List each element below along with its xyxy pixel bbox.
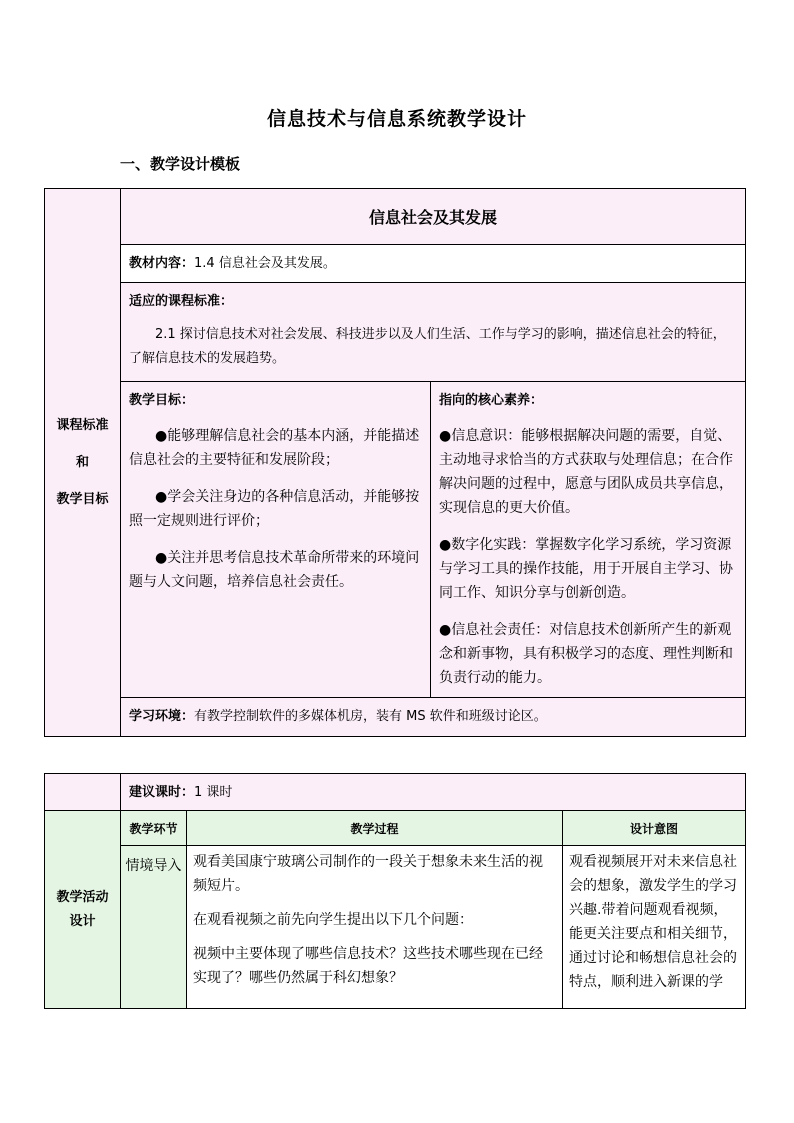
hours-row [121, 774, 746, 811]
content-value: 1.4 信息社会及其发展。 [194, 256, 336, 271]
core-item: ●信息意识：能够根据解决问题的需要，自觉、主动地寻求恰当的方式获取与处理信息；在合作解决问题的过程中，愿意与团队成员共享信息，实现信息的更大价值。 [439, 428, 733, 516]
goal-item: ●学会关注身边的各种信息活动，并能够按照一定规则进行评价； [129, 489, 420, 529]
activity-design-table [44, 773, 746, 1009]
process-paragraph: 在观看视频之前先向学生提出以下几个问题： [193, 912, 473, 928]
standard-label: 适应的课程标准： [129, 294, 234, 309]
col-header-intent: 设计意图 [563, 811, 746, 846]
left-label-line-3: 教学目标 [56, 491, 109, 507]
standard-text: 2.1 探讨信息技术对社会发展、科技进步以及人们生活、工作与学习的影响，描述信息社会的特征，了解信息技术的发展趋势。 [129, 327, 726, 366]
standards-goals-label [45, 189, 121, 737]
hours-label-spacer [45, 774, 121, 811]
goal-item: ●关注并思考信息技术革命所带来的环境问题与人文问题，培养信息社会责任。 [129, 550, 420, 590]
col-header-process: 教学过程 [187, 811, 563, 846]
core-literacy-cell [431, 382, 746, 698]
core-label: 指向的核心素养： [439, 393, 544, 408]
process-paragraph: 观看美国康宁玻璃公司制作的一段关于想象未来生活的视频短片。 [193, 854, 543, 894]
section-heading: 一、教学设计模板 [120, 155, 241, 173]
left-label-line-2: 和 [75, 454, 89, 470]
content-label: 教材内容： [129, 256, 195, 271]
left-label-line-1: 课程标准 [56, 417, 109, 433]
intent-cell: 观看视频展开对未来信息社会的想象，激发学生的学习兴趣.带着问题观看视频，能更关注要点和相关细节，通过讨论和畅想信息社会的特点，顺利进入新课的学 [563, 846, 746, 1009]
left-label-line-2: 设计 [69, 913, 96, 929]
process-cell [187, 846, 563, 1009]
environment-value: 有教学控制软件的多媒体机房，装有 MS 软件和班级讨论区。 [194, 709, 547, 724]
standard-row [121, 283, 746, 382]
process-paragraph: 视频中主要体现了哪些信息技术？这些技术哪些现在已经实现了？哪些仍然属于科幻想象？ [193, 946, 543, 986]
document-title: 信息技术与信息系统教学设计 [266, 108, 527, 130]
environment-label: 学习环境： [129, 709, 195, 724]
core-item: ●数字化实践：掌握数字化学习系统，学习资源与学习工具的操作技能，用于开展自主学习、协同工作、知识分享与创新创造。 [439, 537, 733, 601]
hours-value: 1 课时 [194, 785, 233, 800]
unit-title: 信息社会及其发展 [121, 189, 746, 245]
col-header-stage: 教学环节 [121, 811, 187, 846]
left-label-line-1: 教学活动 [56, 889, 109, 905]
activity-design-label [45, 811, 121, 1009]
environment-row [121, 698, 746, 737]
goal-item: ●能够理解信息社会的基本内涵，并能描述信息社会的主要特征和发展阶段； [129, 428, 420, 468]
content-row [121, 245, 746, 283]
hours-label: 建议课时： [129, 785, 195, 800]
course-standards-table [44, 188, 746, 737]
goals-cell [121, 382, 431, 698]
goals-label: 教学目标： [129, 393, 195, 408]
core-item: ●信息社会责任：对信息技术创新所产生的新观念和新事物，具有积极学习的态度、理性判断和负责行动的能力。 [439, 622, 733, 686]
stage-cell: 情境导入 [121, 846, 187, 1009]
